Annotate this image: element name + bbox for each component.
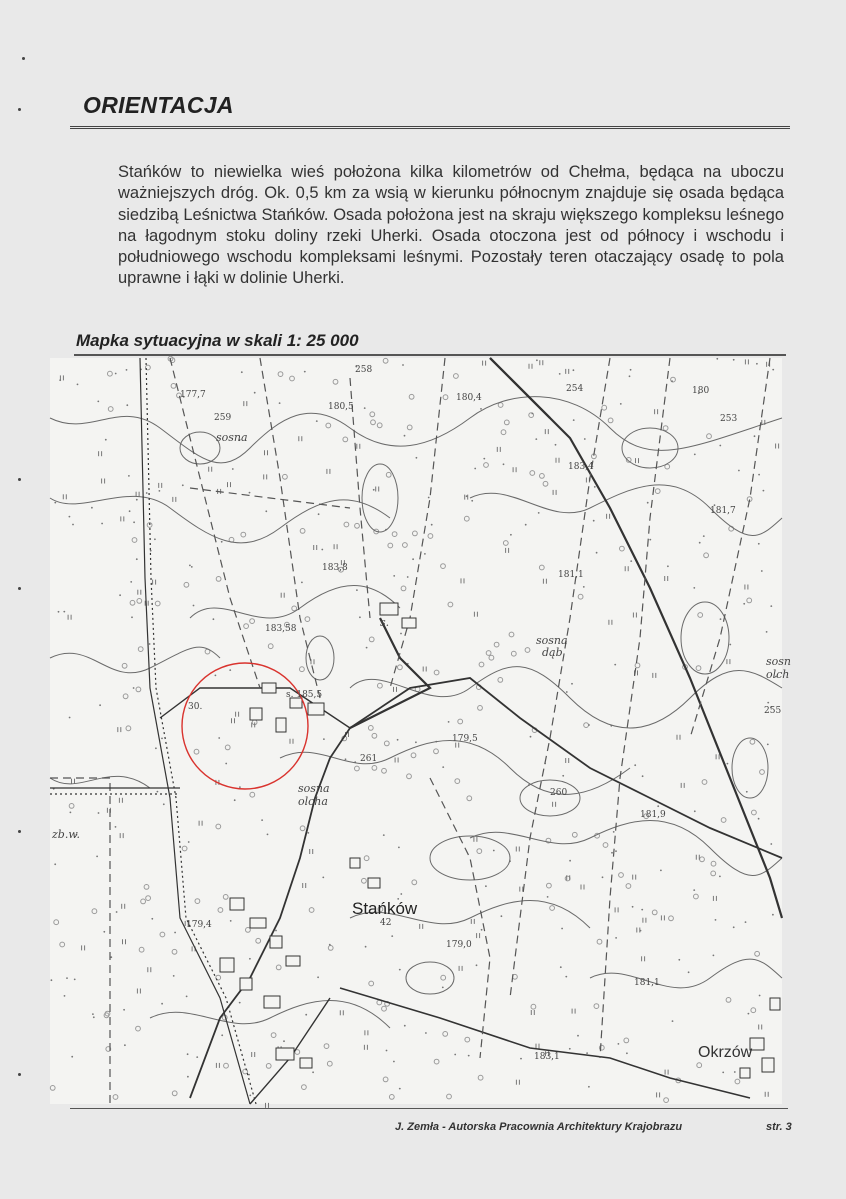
town-label-okrzow: Okrzów (698, 1044, 753, 1061)
map-label: 183,8 (322, 563, 348, 573)
map-label: 253 (720, 414, 738, 424)
footer-rule (70, 1108, 788, 1109)
intro-paragraph: Stańków to niewielka wieś położona kilka kilometrów od Chełma, będąca na uboczu ważniejszych dróg. Ok. 0,5 km za wsią w kierunku północnym znajduje się osada będąca siedzibą Leśnictwa Stańków. Osada położona jest na skraju większego kompleksu leśnego na łagodnym stoku doliny rzeki Uherki. Osada otoczona jest od północy i wschodu i południowego wschodu kompleksami leśnymi. Pozostały teren otaczający osadę to pola uprawne i łąki w dolinie Uherki. (118, 163, 784, 288)
scan-mark (18, 830, 21, 833)
map-label: 30. (188, 702, 203, 712)
section-heading: ORIENTACJA (83, 92, 234, 118)
map-label: s. (380, 616, 390, 629)
map-label: 180,4 (456, 393, 482, 403)
map-label: s. 185,5 (286, 690, 323, 700)
map-label: 42 (380, 918, 392, 928)
map-drawing (50, 358, 782, 1104)
scan-mark (18, 478, 21, 481)
map-title: Mapka sytuacyjna w skali 1: 25 000 (76, 331, 359, 350)
map-label: 181,7 (710, 506, 736, 516)
map-label: 183,58 (265, 624, 297, 634)
map-label: sosna (536, 634, 568, 647)
map-label: sosna (298, 782, 330, 795)
map-label: 180 (692, 386, 710, 396)
map-label: 255 (764, 706, 782, 716)
map-label: 183,1 (534, 1052, 560, 1062)
situation-map (50, 358, 791, 1104)
map-label: 179,4 (186, 920, 212, 930)
map-label: 179,5 (452, 734, 478, 744)
map-label: 259 (214, 413, 232, 423)
footer-credit: J. Zemła - Autorska Pracownia Architektury Krajobrazu (395, 1121, 683, 1133)
map-label: 181,1 (558, 570, 584, 580)
map-label: 181,1 (634, 978, 660, 988)
scan-mark (22, 57, 25, 60)
map-label: 260 (550, 788, 568, 798)
map-label: olch (766, 668, 790, 681)
map-title-rule (74, 354, 786, 356)
map-label: 179,0 (446, 940, 472, 950)
map-label: 181,9 (640, 810, 666, 820)
map-label: sosn (766, 655, 791, 668)
map-label: sosna (216, 431, 248, 444)
heading-rule (70, 126, 790, 129)
map-label: 261 (360, 754, 378, 764)
scan-mark (18, 587, 21, 590)
map-label: 177,7 (180, 390, 206, 400)
town-label-stankow: Stańków (352, 899, 418, 918)
map-label: zb.w. (52, 828, 80, 841)
map-label: 258 (355, 365, 373, 375)
map-label: olcha (298, 795, 328, 808)
page-number: str. 3 (766, 1121, 792, 1133)
scan-mark (18, 108, 21, 111)
map-label: dąb (542, 646, 563, 659)
map-label: 183,4 (568, 462, 594, 472)
scan-mark (18, 1073, 21, 1076)
map-label: 180,5 (328, 402, 354, 412)
map-label: 254 (566, 384, 584, 394)
site-marker-circle (182, 663, 308, 789)
